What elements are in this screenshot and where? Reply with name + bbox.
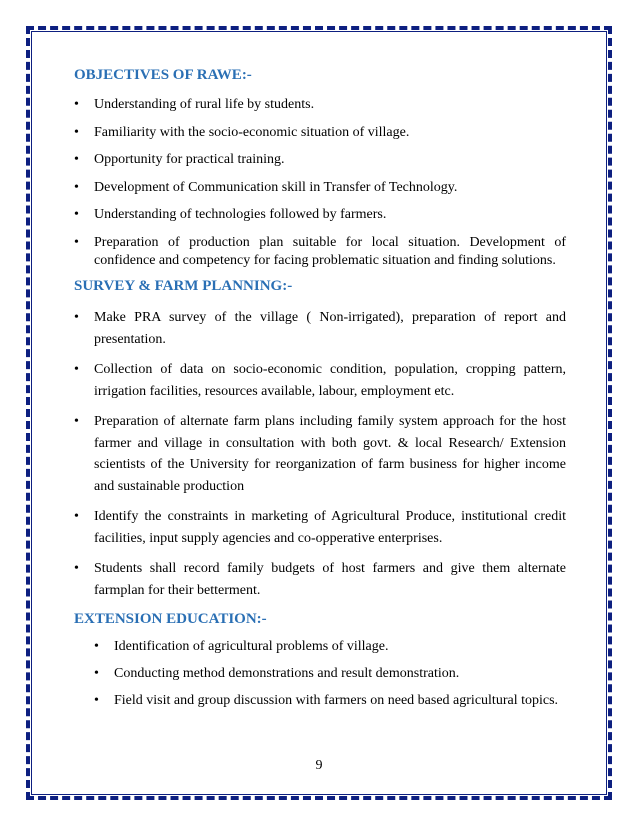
survey-list (74, 307, 566, 601)
list-item: • Conducting method demonstrations and result demonstration. (94, 666, 460, 681)
list-item: • Understanding of rural life by students. (74, 97, 315, 112)
list-item: • Collection of data on socio-economic condition, population, cropping pattern, irrigation facilities, resources available, labour, employment etc. (74, 362, 566, 399)
page-content (74, 66, 566, 719)
list-item: • Make PRA survey of the village ( Non-irrigated), preparation of report and presentation. (74, 310, 566, 347)
extension-list (74, 638, 566, 710)
list-item: • Familiarity with the socio-economic situation of village. (74, 124, 410, 140)
list-item: • Identification of agricultural problems of village. (94, 639, 389, 654)
list-item: • Development of Communication skill in Transfer of Technology. (74, 179, 458, 195)
list-item: • Preparation of production plan suitable for local situation. Development of confidence and competency for facing problematic situation and finding solutions. (74, 234, 566, 268)
heading-objectives: OBJECTIVES OF RAWE:- (74, 67, 252, 83)
list-item: • Preparation of alternate farm plans including family system approach for the host farmer and village in consultation with both govt. & local Research/ Extension scientists of the University for reorganization of farm business for higher income and sustainable production (74, 414, 566, 494)
page-number: 9 (315, 758, 323, 773)
list-item: • Field visit and group discussion with farmers on need based agricultural topics. (94, 693, 559, 708)
objectives-list (74, 96, 566, 270)
heading-survey-farm-planning: SURVEY & FARM PLANNING:- (74, 278, 293, 294)
list-item: • Identify the constraints in marketing of Agricultural Produce, institutional credit facilities, input supply agencies and co-opperative enterprises. (74, 509, 566, 546)
list-item: • Understanding of technologies followed by farmers. (74, 207, 387, 222)
list-item: • Students shall record family budgets of host farmers and give them alternate farmplan for their betterment. (74, 561, 566, 598)
list-item: • Opportunity for practical training. (74, 152, 285, 167)
heading-extension-education: EXTENSION EDUCATION:- (74, 611, 267, 627)
